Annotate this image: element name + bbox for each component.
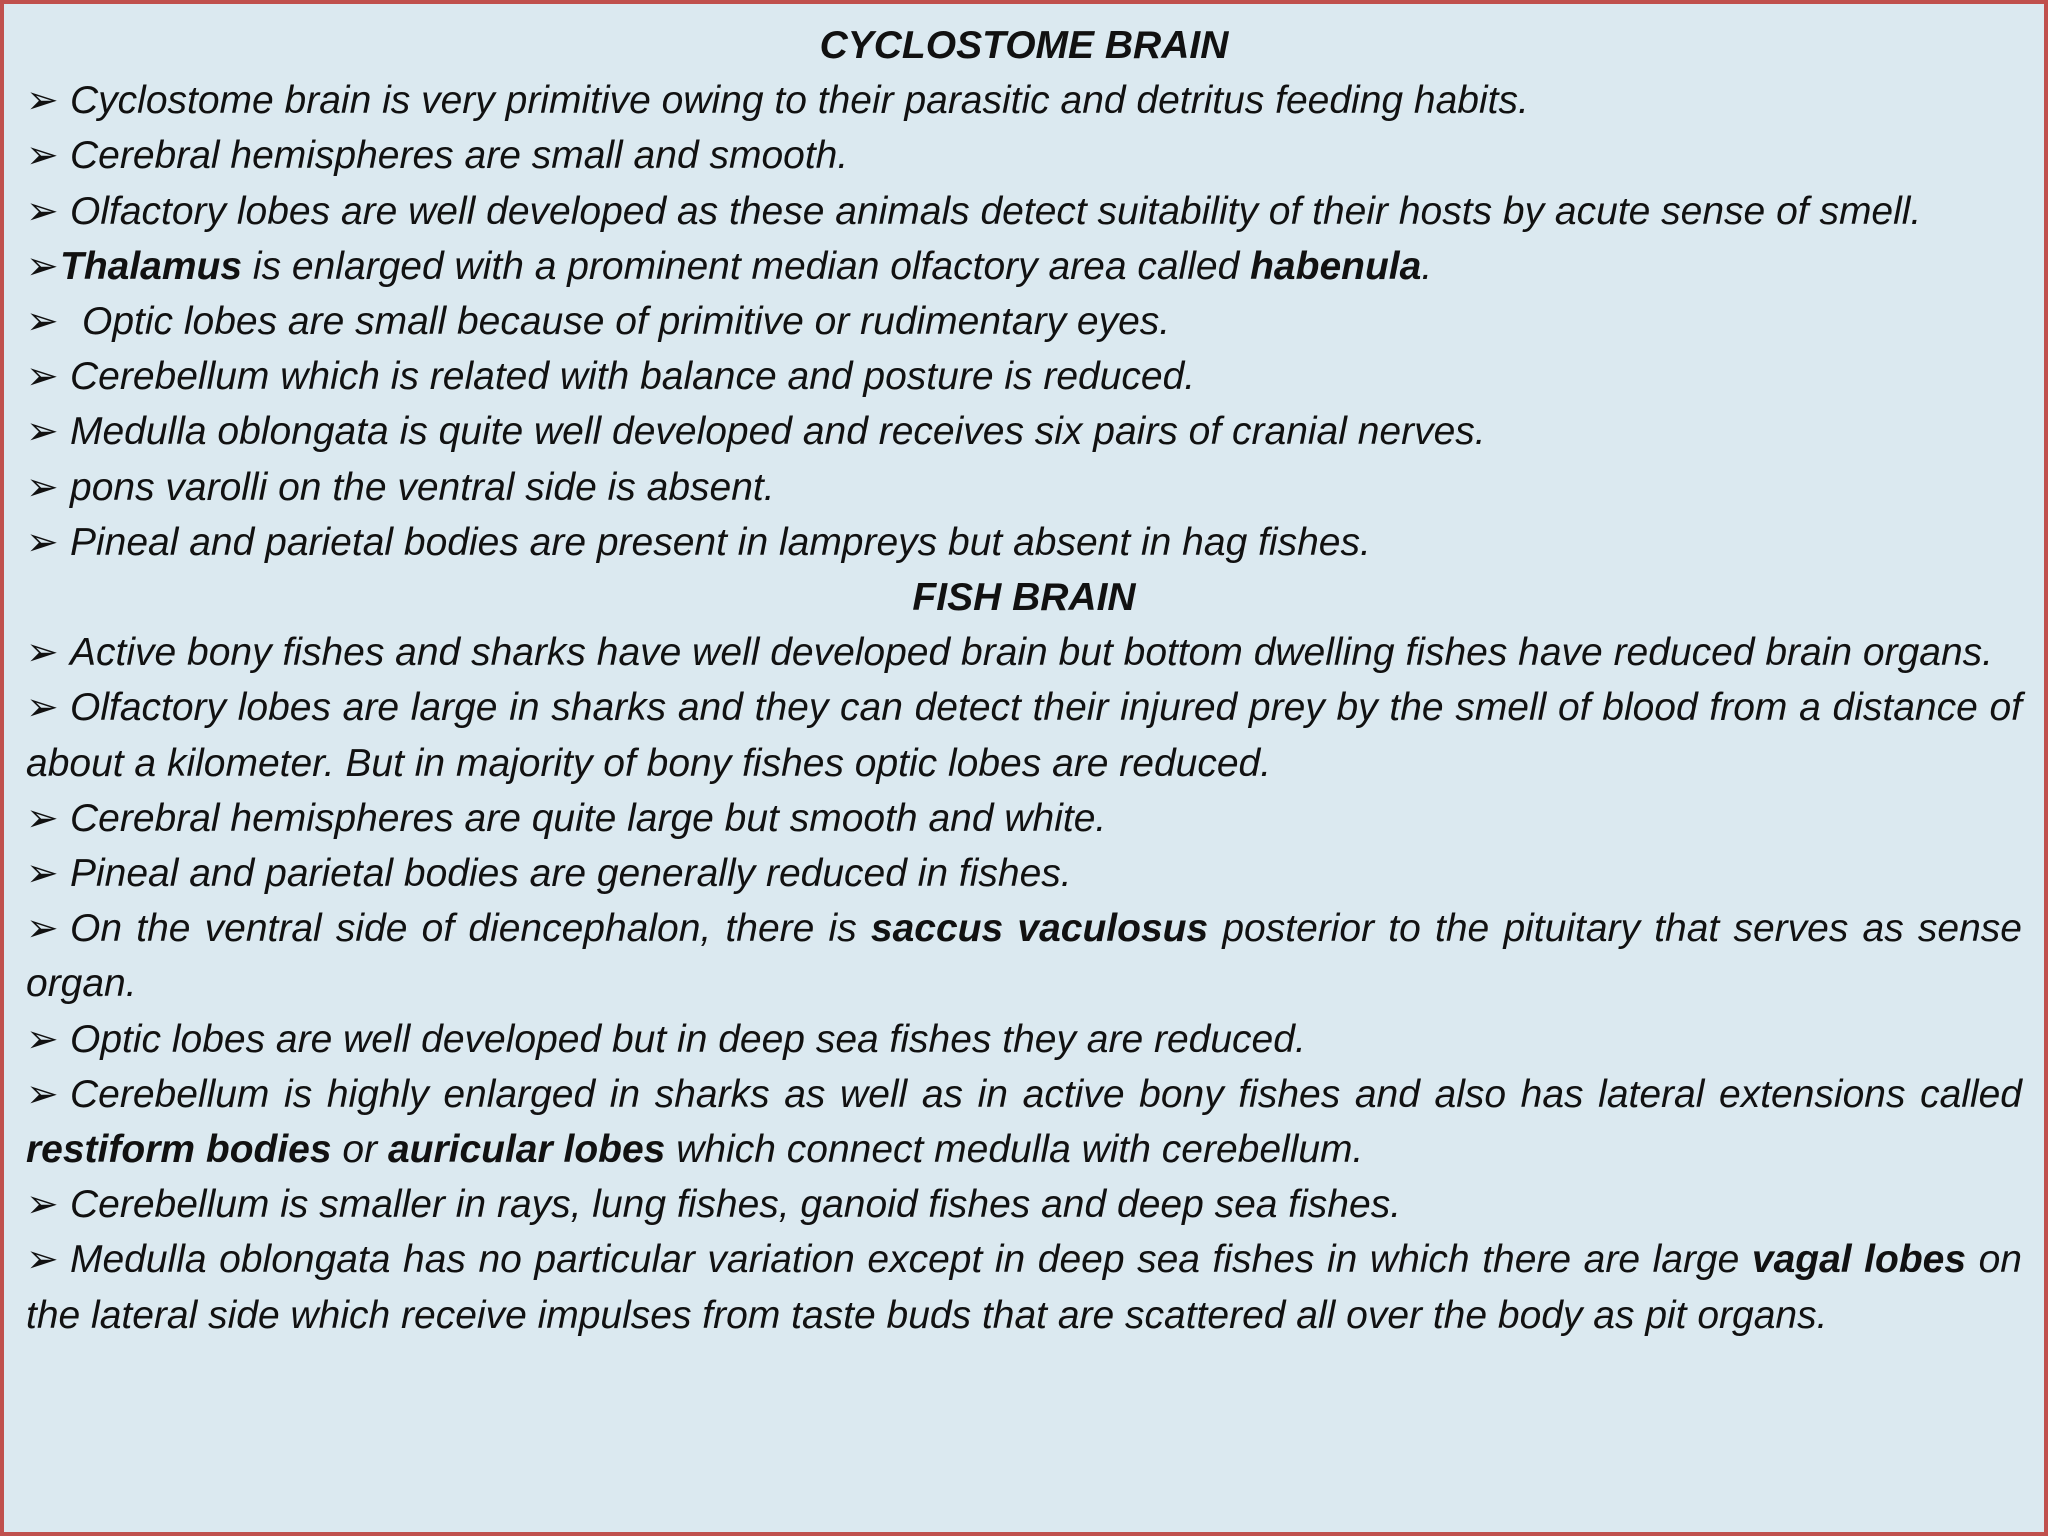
cyclostome-bullet-8: ➢ pons varolli on the ventral side is absent.	[26, 460, 2022, 515]
fish-bullet-9: ➢ Medulla oblongata has no particular variation except in deep sea fishes in which there are large vagal lobes on the lateral side which receive impulses from taste buds that are scattered all over the body as pit organs.	[26, 1232, 2022, 1342]
fish-bullet-2: ➢ Olfactory lobes are large in sharks and they can detect their injured prey by the smell of blood from a distance of about a kilometer. But in majority of bony fishes optic lobes are reduced.	[26, 680, 2022, 790]
cyclostome-heading: CYCLOSTOME BRAIN	[819, 24, 1229, 67]
arrow-bullet-icon: ➢	[26, 189, 59, 233]
arrow-bullet-icon: ➢	[26, 1238, 59, 1282]
arrow-bullet-icon: ➢	[26, 631, 59, 675]
cyclostome-bullet-7: ➢ Medulla oblongata is quite well developed and receives six pairs of cranial nerves.	[26, 404, 2022, 459]
arrow-bullet-icon: ➢	[26, 79, 59, 123]
arrow-bullet-icon: ➢	[26, 355, 59, 399]
fish-bullet-7: ➢ Cerebellum is highly enlarged in sharks as well as in active bony fishes and also has lateral extensions called restiform bodies or auricular lobes which connect medulla with cerebellum.	[26, 1067, 2022, 1177]
fish-bullet-6: ➢ Optic lobes are well developed but in deep sea fishes they are reduced.	[26, 1012, 2022, 1067]
cyclostome-bullet-4: ➢Thalamus is enlarged with a prominent median olfactory area called habenula.	[26, 239, 2022, 294]
arrow-bullet-icon: ➢	[26, 244, 59, 288]
arrow-bullet-icon: ➢	[26, 796, 59, 840]
fish-heading: FISH BRAIN	[912, 576, 1136, 620]
arrow-bullet-icon: ➢	[26, 410, 59, 454]
fish-bullet-8: ➢ Cerebellum is smaller in rays, lung fishes, ganoid fishes and deep sea fishes.	[26, 1177, 2022, 1232]
cyclostome-bullet-6: ➢ Cerebellum which is related with balance and posture is reduced.	[26, 349, 2022, 404]
arrow-bullet-icon: ➢	[26, 134, 59, 178]
cyclostome-bullet-2: ➢ Cerebral hemispheres are small and smooth.	[26, 128, 2022, 183]
arrow-bullet-icon: ➢	[26, 686, 59, 730]
arrow-bullet-icon: ➢	[26, 300, 59, 344]
arrow-bullet-icon: ➢	[26, 520, 59, 564]
arrow-bullet-icon: ➢	[26, 1183, 59, 1227]
fish-bullet-5: ➢ On the ventral side of diencephalon, there is saccus vaculosus posterior to the pituitary that serves as sense organ.	[26, 901, 2022, 1011]
arrow-bullet-icon: ➢	[26, 1072, 59, 1116]
cyclostome-bullet-3: ➢ Olfactory lobes are well developed as these animals detect suitability of their hosts by acute sense of smell.	[26, 184, 2022, 239]
arrow-bullet-icon: ➢	[26, 465, 59, 509]
cyclostome-bullet-1: ➢ Cyclostome brain is very primitive owing to their parasitic and detritus feeding habits.	[26, 73, 2022, 128]
arrow-bullet-icon: ➢	[26, 852, 59, 896]
arrow-bullet-icon: ➢	[26, 907, 59, 951]
fish-bullet-4: ➢ Pineal and parietal bodies are generally reduced in fishes.	[26, 846, 2022, 901]
arrow-bullet-icon: ➢	[26, 1017, 59, 1061]
fish-bullet-3: ➢ Cerebral hemispheres are quite large but smooth and white.	[26, 791, 2022, 846]
cyclostome-bullet-5: ➢ Optic lobes are small because of primitive or rudimentary eyes.	[26, 294, 2022, 349]
fish-bullet-1: ➢ Active bony fishes and sharks have well developed brain but bottom dwelling fishes have reduced brain organs.	[26, 625, 2022, 680]
cyclostome-bullet-9: ➢ Pineal and parietal bodies are present in lampreys but absent in hag fishes.	[26, 515, 2022, 570]
